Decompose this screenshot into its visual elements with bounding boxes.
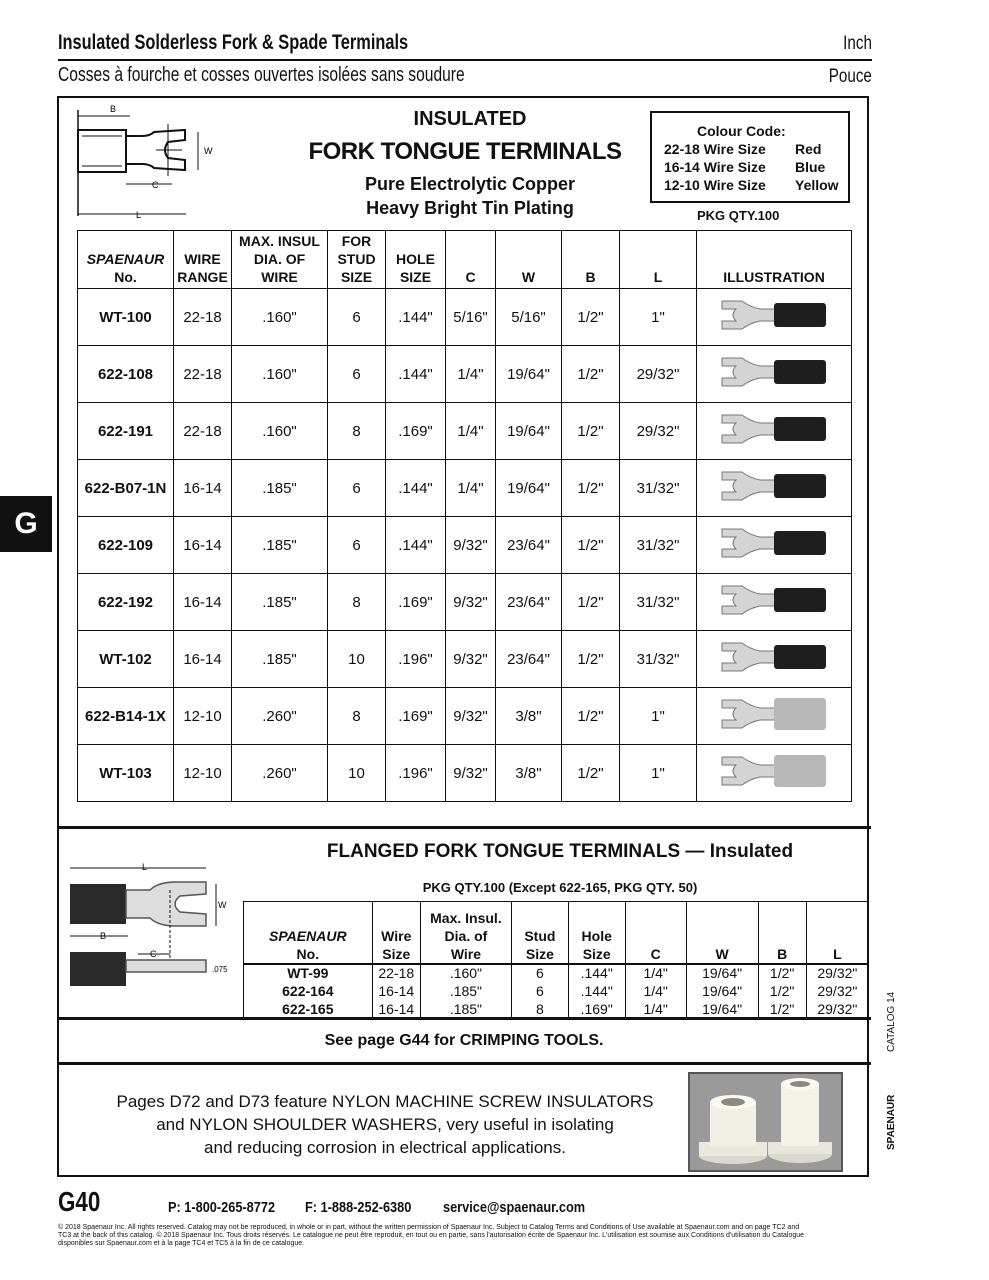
- terminal-illustration: [697, 460, 852, 517]
- fl-cell-wire: 22-18: [372, 964, 420, 982]
- cell-no: WT-103: [78, 745, 174, 802]
- section-heading-1: INSULATED: [413, 108, 527, 130]
- table-row: [78, 460, 852, 517]
- fl-cell-wire: 16-14: [372, 1000, 420, 1018]
- nylon-note-line-3: and reducing corrosion in electrical applications.: [204, 1138, 566, 1157]
- divider-crimp: [57, 1017, 871, 1020]
- table-row: [78, 631, 852, 688]
- table-row: [78, 517, 852, 574]
- col-header-wire: WIRE RANGE: [174, 231, 232, 289]
- table-row: [78, 403, 852, 460]
- cell-wire: 22-18: [174, 346, 232, 403]
- fl-col-hole: Hole Size: [568, 902, 625, 965]
- cell-l: 31/32": [620, 517, 697, 574]
- fl-dim-t-label: .075: [212, 965, 228, 974]
- cell-stud: 8: [328, 574, 386, 631]
- fl-cell-hole: .144": [568, 982, 625, 1000]
- section-divider: [57, 826, 871, 829]
- nylon-note-line-2: and NYLON SHOULDER WASHERS, very useful in isolating: [156, 1115, 614, 1134]
- fork-terminal-icon: [714, 692, 834, 736]
- page-number: G40: [58, 1186, 101, 1217]
- dim-l-label: L: [136, 210, 142, 220]
- fl-cell-c: 1/4": [625, 982, 686, 1000]
- nylon-note: [80, 1090, 690, 1159]
- fl-dim-c-label: C: [150, 949, 157, 959]
- legal-notice: [58, 1224, 872, 1248]
- cell-insul: .260": [232, 745, 328, 802]
- page-title-fr: Cosses à fourche et cosses ouvertes isolées sans soudure: [58, 64, 465, 86]
- cell-wire: 16-14: [174, 574, 232, 631]
- fork-terminal-table: [77, 230, 852, 802]
- header-rule: [58, 59, 872, 61]
- fl-cell-no: WT-99: [244, 964, 373, 982]
- cell-wire: 12-10: [174, 745, 232, 802]
- fork-terminal-icon: [714, 578, 834, 622]
- unit-label: Inch: [843, 33, 872, 54]
- nylon-insulator-photo: [688, 1072, 843, 1172]
- cell-c: 9/32": [446, 631, 496, 688]
- cell-insul: .185": [232, 574, 328, 631]
- colour-name-1: Red: [795, 141, 822, 157]
- fork-terminal-diagram: [70, 104, 220, 222]
- colour-code-title: Colour Code:: [697, 123, 786, 139]
- flanged-pkg-qty: PKG QTY.100 (Except 622-165, PKG QTY. 50): [422, 880, 698, 895]
- cell-l: 1": [620, 745, 697, 802]
- cell-hole: .144": [386, 517, 446, 574]
- fl-cell-c: 1/4": [625, 964, 686, 982]
- dim-w-label: W: [204, 146, 213, 156]
- fl-cell-hole: .144": [568, 964, 625, 982]
- cell-hole: .169": [386, 574, 446, 631]
- cell-stud: 6: [328, 289, 386, 346]
- cell-stud: 10: [328, 631, 386, 688]
- terminal-illustration: [697, 745, 852, 802]
- cell-c: 9/32": [446, 574, 496, 631]
- table-row: [78, 688, 852, 745]
- fork-terminal-icon: [714, 293, 834, 337]
- cell-l: 31/32": [620, 631, 697, 688]
- fork-terminal-icon: [714, 635, 834, 679]
- crimping-tools-link[interactable]: See page G44 for CRIMPING TOOLS.: [324, 1032, 604, 1049]
- cell-hole: .196": [386, 745, 446, 802]
- cell-stud: 8: [328, 688, 386, 745]
- fl-dim-w-label: W: [218, 900, 227, 910]
- cell-insul: .185": [232, 517, 328, 574]
- divider-nylon: [57, 1062, 871, 1065]
- fl-cell-no: 622-165: [244, 1000, 373, 1018]
- cell-stud: 10: [328, 745, 386, 802]
- cell-l: 1": [620, 289, 697, 346]
- fl-cell-w: 19/64": [686, 1000, 758, 1018]
- cell-b: 1/2": [562, 289, 620, 346]
- terminal-illustration: [697, 346, 852, 403]
- colour-name-2: Blue: [795, 159, 826, 175]
- cell-w: 3/8": [496, 745, 562, 802]
- cell-b: 1/2": [562, 631, 620, 688]
- fl-col-wire: Wire Size: [372, 902, 420, 965]
- fl-table-row: [244, 964, 869, 982]
- cell-no: 622-109: [78, 517, 174, 574]
- cell-b: 1/2": [562, 346, 620, 403]
- fl-cell-b: 1/2": [758, 982, 806, 1000]
- legal-line-1: © 2018 Spaenaur Inc. All rights reserved. Catalog may not be reproduced, in whole or in part, without the written permission of Spaenaur Inc. Subject to Catalog Terms and Conditions of Use available at Spaenaur.com and on page TC2 and: [58, 1224, 800, 1231]
- cell-insul: .185": [232, 460, 328, 517]
- colour-size-1: 22-18 Wire Size: [664, 141, 766, 157]
- cell-no: 622-191: [78, 403, 174, 460]
- terminal-illustration: [697, 688, 852, 745]
- cell-no: WT-102: [78, 631, 174, 688]
- table-row: [78, 289, 852, 346]
- cell-c: 9/32": [446, 745, 496, 802]
- col-header-c: C: [446, 231, 496, 289]
- col-header-w: W: [496, 231, 562, 289]
- unit-label-fr: Pouce: [828, 66, 872, 87]
- colour-size-3: 12-10 Wire Size: [664, 177, 766, 193]
- cell-no: 622-108: [78, 346, 174, 403]
- fl-col-w: W: [686, 902, 758, 965]
- colour-code-box: [650, 111, 850, 203]
- cell-wire: 22-18: [174, 403, 232, 460]
- cell-insul: .260": [232, 688, 328, 745]
- legal-line-2: TC3 at the back of this catalog. © 2018 Spaenaur Inc. Tous droits réservés. Le catalogue ne peut être reproduit, en tout ou en partie, sans l'autorisation écrite de Spaenaur Inc. L'utilisation est soumise aux Conditions d'utilisation du Catalogue: [58, 1232, 805, 1239]
- cell-wire: 16-14: [174, 631, 232, 688]
- col-header-illustration: ILLUSTRATION: [697, 231, 852, 289]
- side-brand-label: SPAENAUR: [886, 1094, 897, 1150]
- cell-no: 622-B14-1X: [78, 688, 174, 745]
- page-title: Insulated Solderless Fork & Spade Terminals: [58, 31, 409, 54]
- cell-c: 9/32": [446, 688, 496, 745]
- col-header-insul: MAX. INSUL DIA. OF WIRE: [232, 231, 328, 289]
- table-header-row: [78, 231, 852, 289]
- cell-hole: .169": [386, 403, 446, 460]
- cell-l: 29/32": [620, 403, 697, 460]
- fl-cell-no: 622-164: [244, 982, 373, 1000]
- cell-insul: .160": [232, 403, 328, 460]
- cell-wire: 22-18: [174, 289, 232, 346]
- flanged-terminal-diagram: [66, 860, 241, 995]
- fl-cell-hole: .169": [568, 1000, 625, 1018]
- cell-c: 1/4": [446, 346, 496, 403]
- cell-l: 31/32": [620, 460, 697, 517]
- cell-l: 29/32": [620, 346, 697, 403]
- cell-w: 23/64": [496, 574, 562, 631]
- fl-col-c: C: [625, 902, 686, 965]
- cell-w: 19/64": [496, 346, 562, 403]
- cell-insul: .160": [232, 346, 328, 403]
- section-heading-2: FORK TONGUE TERMINALS: [308, 138, 622, 165]
- nylon-note-line-1: Pages D72 and D73 feature NYLON MACHINE SCREW INSULATORS: [116, 1092, 654, 1111]
- cell-wire: 16-14: [174, 460, 232, 517]
- cell-w: 23/64": [496, 517, 562, 574]
- fl-col-l: L: [806, 902, 868, 965]
- cell-c: 1/4": [446, 460, 496, 517]
- fl-cell-stud: 6: [511, 964, 568, 982]
- col-header-b: B: [562, 231, 620, 289]
- fl-cell-stud: 8: [511, 1000, 568, 1018]
- fl-cell-stud: 6: [511, 982, 568, 1000]
- cell-insul: .160": [232, 289, 328, 346]
- terminal-illustration: [697, 289, 852, 346]
- flanged-table: [243, 901, 869, 1018]
- fl-cell-l: 29/32": [806, 982, 868, 1000]
- cell-b: 1/2": [562, 745, 620, 802]
- dim-c-label: C: [152, 180, 159, 190]
- cell-w: 5/16": [496, 289, 562, 346]
- fl-dim-l-label: L: [142, 862, 148, 872]
- footer-phone[interactable]: P: 1-800-265-8772: [168, 1199, 276, 1216]
- fl-cell-insul: .185": [420, 1000, 511, 1018]
- fl-col-b: B: [758, 902, 806, 965]
- fl-cell-b: 1/2": [758, 1000, 806, 1018]
- terminal-illustration: [697, 631, 852, 688]
- cell-stud: 8: [328, 403, 386, 460]
- cell-w: 3/8": [496, 688, 562, 745]
- fl-cell-c: 1/4": [625, 1000, 686, 1018]
- fork-terminal-icon: [714, 521, 834, 565]
- fl-cell-l: 29/32": [806, 1000, 868, 1018]
- cell-hole: .169": [386, 688, 446, 745]
- cell-no: 622-192: [78, 574, 174, 631]
- footer-fax[interactable]: F: 1-888-252-6380: [305, 1199, 412, 1216]
- fl-cell-wire: 16-14: [372, 982, 420, 1000]
- table-row: [78, 745, 852, 802]
- fl-table-row: [244, 982, 869, 1000]
- fl-cell-w: 19/64": [686, 982, 758, 1000]
- cell-b: 1/2": [562, 688, 620, 745]
- pkg-qty: PKG QTY.100: [697, 208, 780, 223]
- cell-b: 1/2": [562, 460, 620, 517]
- fork-terminal-icon: [714, 350, 834, 394]
- col-header-l: L: [620, 231, 697, 289]
- fl-cell-l: 29/32": [806, 964, 868, 982]
- fork-terminal-icon: [714, 407, 834, 451]
- flanged-title: FLANGED FORK TONGUE TERMINALS — Insulated: [326, 841, 794, 862]
- cell-wire: 12-10: [174, 688, 232, 745]
- section-tab[interactable]: G: [0, 496, 52, 552]
- table-row: [78, 346, 852, 403]
- cell-c: 5/16": [446, 289, 496, 346]
- colour-size-2: 16-14 Wire Size: [664, 159, 766, 175]
- fl-col-no: SPAENAUR No.: [244, 902, 373, 965]
- cell-hole: .196": [386, 631, 446, 688]
- cell-b: 1/2": [562, 574, 620, 631]
- col-header-hole: HOLE SIZE: [386, 231, 446, 289]
- fl-cell-insul: .160": [420, 964, 511, 982]
- fl-table-row: [244, 1000, 869, 1018]
- terminal-illustration: [697, 403, 852, 460]
- fl-header-row: [244, 902, 869, 965]
- fl-cell-insul: .185": [420, 982, 511, 1000]
- cell-insul: .185": [232, 631, 328, 688]
- cell-no: WT-100: [78, 289, 174, 346]
- footer-email[interactable]: service@spaenaur.com: [443, 1199, 586, 1216]
- cell-hole: .144": [386, 289, 446, 346]
- legal-line-3: disponibles sur Spaenaur.com et à la page TC4 et TC5 à la fin de ce catalogue.: [58, 1240, 305, 1247]
- cell-b: 1/2": [562, 517, 620, 574]
- colour-name-3: Yellow: [795, 177, 839, 193]
- terminal-illustration: [697, 517, 852, 574]
- cell-w: 19/64": [496, 460, 562, 517]
- cell-hole: .144": [386, 460, 446, 517]
- cell-no: 622-B07-1N: [78, 460, 174, 517]
- dim-b-label: B: [110, 104, 117, 114]
- fl-col-stud: Stud Size: [511, 902, 568, 965]
- terminal-illustration: [697, 574, 852, 631]
- fl-dim-b-label: B: [100, 931, 107, 941]
- plating-line: Heavy Bright Tin Plating: [366, 198, 574, 218]
- side-catalog-label: CATALOG 14: [886, 991, 897, 1052]
- cell-w: 19/64": [496, 403, 562, 460]
- table-row: [78, 574, 852, 631]
- cell-l: 31/32": [620, 574, 697, 631]
- cell-l: 1": [620, 688, 697, 745]
- cell-stud: 6: [328, 517, 386, 574]
- fork-terminal-icon: [714, 749, 834, 793]
- cell-hole: .144": [386, 346, 446, 403]
- col-header-stud: FOR STUD SIZE: [328, 231, 386, 289]
- fl-cell-w: 19/64": [686, 964, 758, 982]
- fl-cell-b: 1/2": [758, 964, 806, 982]
- material-line: Pure Electrolytic Copper: [364, 174, 576, 194]
- cell-wire: 16-14: [174, 517, 232, 574]
- cell-stud: 6: [328, 346, 386, 403]
- cell-b: 1/2": [562, 403, 620, 460]
- col-header-no: SPAENAUR No.: [78, 231, 174, 289]
- cell-stud: 6: [328, 460, 386, 517]
- cell-c: 9/32": [446, 517, 496, 574]
- fork-terminal-icon: [714, 464, 834, 508]
- cell-w: 23/64": [496, 631, 562, 688]
- fl-header-rule: [243, 963, 869, 965]
- fl-col-insul: Max. Insul. Dia. of Wire: [420, 902, 511, 965]
- cell-c: 1/4": [446, 403, 496, 460]
